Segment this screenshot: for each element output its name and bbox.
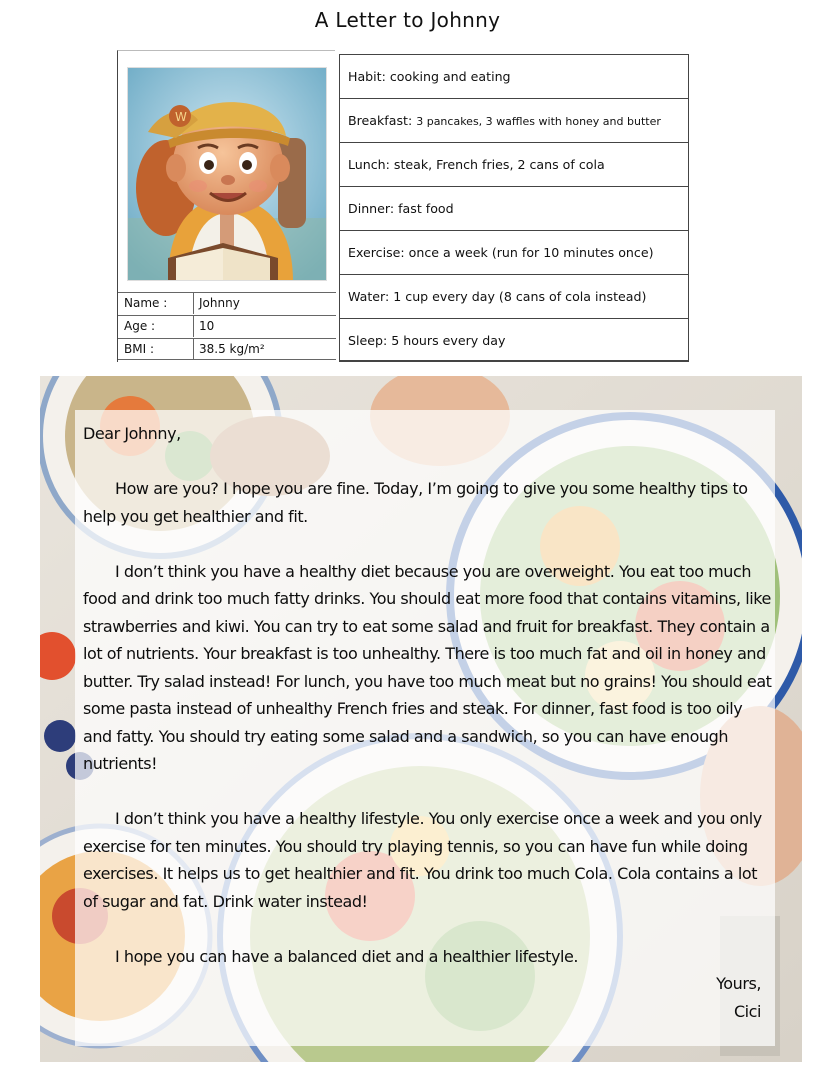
breakfast-row: [340, 99, 688, 143]
letter-greeting: Dear Johnny,: [83, 424, 181, 443]
habits-table: [339, 54, 689, 362]
name-label: Name :: [124, 296, 168, 310]
letter-paragraph-4: I hope you can have a balanced diet and a healthier lifestyle.: [115, 946, 579, 966]
letter-paragraph-3: I don’t think you have a healthy lifestyle. You only exercise once a week and you only exercise for ten minutes. You should try playing tennis, so you can have fun while doing exercises. It helps us to get healthier and fit. You drink too much Cola. Cola contains a lot of sugar and fat. Drink water instead!: [83, 809, 762, 911]
breakfast-label: Breakfast:: [348, 113, 413, 128]
age-label: Age :: [124, 319, 156, 333]
name-value: Johnny: [193, 293, 240, 314]
lunch-row: Lunch: steak, French fries, 2 cans of cola: [340, 143, 688, 187]
character-portrait: [127, 67, 327, 281]
profile-card: [117, 50, 335, 362]
water-row: Water: 1 cup every day (8 cans of cola instead): [340, 275, 688, 319]
letter-paragraph-2: I don’t think you have a healthy diet because you are overweight. You eat too much food and drink too much fatty drinks. You should eat more food that contains vitamins, like strawberries and kiwi. You can try to eat some salad and fruit for breakfast. They contain a lot of nutrients. Your breakfast is too unhealthy. There is too much fat and oil in honey and butter. Try salad instead! For lunch, you have too much meat but no grains! You should eat some pasta instead of unhealthy French fries and steak. For dinner, fast food is too oily and fatty. You should try eating some salad and a sandwich, so you can have enough nutrients!: [83, 561, 772, 773]
exercise-row: Exercise: once a week (run for 10 minutes once): [340, 231, 688, 275]
breakfast-value: 3 pancakes, 3 waffles with honey and butter: [416, 115, 661, 128]
dinner-row: Dinner: fast food: [340, 187, 688, 231]
bmi-label: BMI :: [124, 342, 154, 356]
sleep-row: Sleep: 5 hours every day: [348, 333, 506, 348]
bmi-value: 38.5 kg/m²: [193, 339, 265, 360]
bmi-row: [118, 338, 336, 360]
letter-closing: Yours,: [716, 974, 761, 993]
letter-signature: Cici: [733, 1001, 761, 1021]
page-title: A Letter to Johnny: [314, 8, 501, 32]
letter-paragraph-1: How are you? I hope you are fine. Today, I’m going to give you some healthy tips to help you get healthier and fit.: [83, 479, 748, 526]
age-row: [118, 315, 336, 337]
svg-text:W: W: [175, 110, 187, 124]
habit-row: Habit: cooking and eating: [340, 55, 688, 99]
name-row: [118, 292, 336, 314]
age-value: 10: [193, 316, 214, 337]
letter-body: [83, 420, 773, 1025]
